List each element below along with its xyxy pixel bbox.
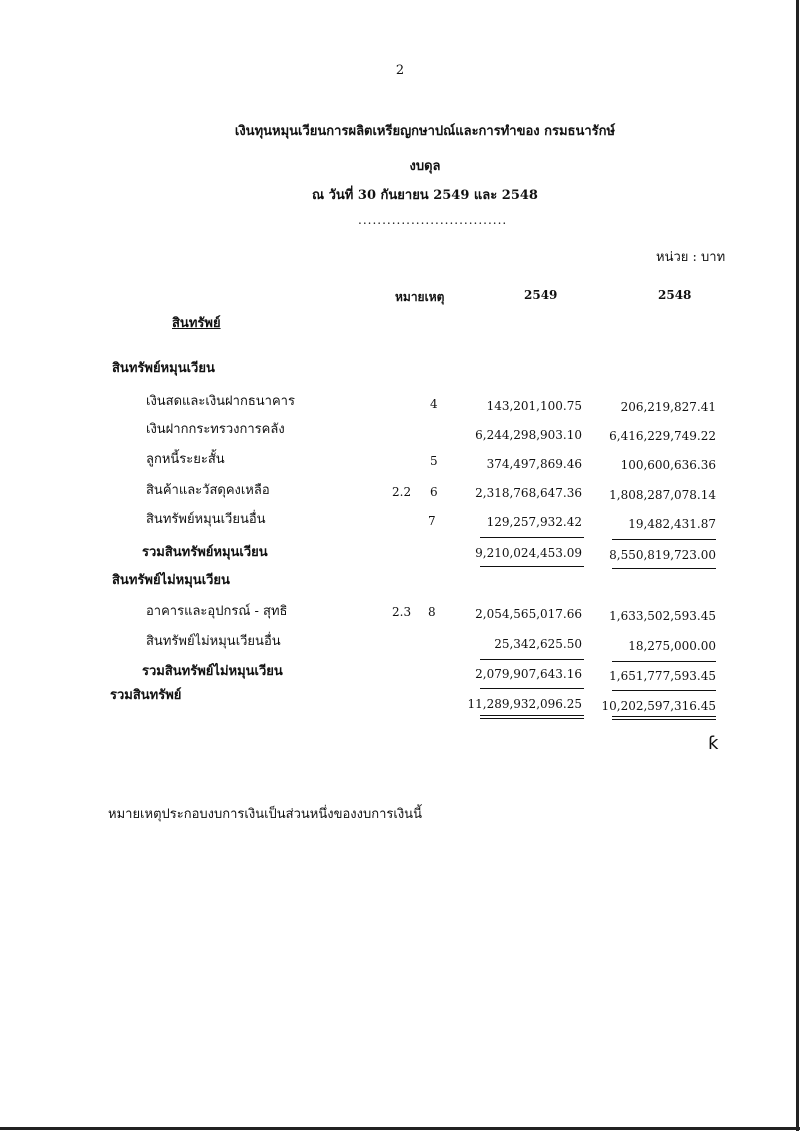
total-rule-2548 (612, 690, 716, 691)
grand-total-label: รวมสินทรัพย์ (110, 688, 182, 703)
noncurrent-assets-heading: สินทรัพย์ไม่หมุนเวียน (112, 573, 230, 588)
note-ref: 7 (428, 514, 436, 528)
row-label: สินทรัพย์หมุนเวียนอื่น (146, 512, 266, 527)
value-2549: 2,318,768,647.36 (475, 486, 582, 500)
value-2548: 1,808,287,078.14 (609, 488, 716, 502)
total-rule-2548 (612, 568, 716, 569)
double-rule-2548-bottom (612, 719, 716, 720)
note-ref: 8 (428, 605, 436, 619)
unit-label: หน่วย : บาท (656, 250, 726, 265)
total-2549: 9,210,024,453.09 (475, 546, 582, 560)
double-rule-2549-top (480, 715, 584, 716)
total-label: รวมสินทรัพย์ไม่หมุนเวียน (142, 664, 283, 679)
row-label: สินทรัพย์ไม่หมุนเวียนอื่น (146, 634, 281, 649)
value-2549: 374,497,869.46 (486, 457, 582, 471)
value-2549: 143,201,100.75 (486, 399, 582, 413)
row-label: เงินฝากกระทรวงการคลัง (146, 422, 285, 437)
row-label: ลูกหนี้ระยะสั้น (146, 452, 225, 467)
value-2549: 25,342,625.50 (494, 637, 582, 651)
subtotal-rule-2548 (612, 539, 716, 540)
policy-ref: 2.3 (392, 605, 412, 619)
total-2548: 8,550,819,723.00 (609, 548, 716, 562)
row-label: เงินสดและเงินฝากธนาคาร (146, 394, 295, 409)
statement-date: ณ วันที่ 30 กันยายน 2549 และ 2548 (312, 188, 538, 203)
page-edge-right (796, 0, 799, 1131)
total-label: รวมสินทรัพย์หมุนเวียน (142, 545, 268, 560)
value-2549: 2,054,565,017.66 (475, 607, 582, 621)
subtotal-rule-2549 (480, 537, 584, 538)
column-header-2548: 2548 (658, 288, 692, 302)
column-header-2549: 2549 (524, 288, 558, 302)
value-2548: 100,600,636.36 (620, 458, 716, 472)
row-label: สินค้าและวัสดุคงเหลือ (146, 483, 270, 498)
total-rule-2549 (480, 566, 584, 567)
statement-name: งบดุล (409, 159, 441, 174)
value-2549: 6,244,298,903.10 (475, 428, 582, 442)
total-2549: 2,079,907,643.16 (475, 667, 582, 681)
value-2549: 129,257,932.42 (486, 515, 582, 529)
dotted-separator: ............................... (358, 213, 508, 227)
initials-signature: ƙ (708, 733, 719, 754)
value-2548: 6,416,229,749.22 (609, 429, 716, 443)
total-rule-2549 (480, 688, 584, 689)
value-2548: 18,275,000.00 (628, 639, 716, 653)
double-rule-2548-top (612, 716, 716, 717)
row-label: อาคารและอุปกรณ์ - สุทธิ (146, 604, 288, 619)
current-assets-heading: สินทรัพย์หมุนเวียน (112, 361, 215, 376)
grand-total-2549: 11,289,932,096.25 (467, 697, 582, 711)
subtotal-rule-2549 (480, 659, 584, 660)
value-2548: 19,482,431.87 (628, 517, 716, 531)
footnote: หมายเหตุประกอบงบการเงินเป็นส่วนหนึ่งของงบการเงินนี้ (108, 807, 422, 822)
subtotal-rule-2548 (612, 661, 716, 662)
total-2548: 1,651,777,593.45 (609, 669, 716, 683)
note-ref: 6 (430, 485, 438, 499)
grand-total-2548: 10,202,597,316.45 (601, 699, 716, 713)
value-2548: 1,633,502,593.45 (609, 609, 716, 623)
note-ref: 5 (430, 454, 438, 468)
page-number: 2 (395, 63, 405, 78)
page-edge-bottom (0, 1127, 800, 1130)
column-header-note: หมายเหตุ (395, 290, 445, 304)
double-rule-2549-bottom (480, 718, 584, 719)
report-title: เงินทุนหมุนเวียนการผลิตเหรียญกษาปณ์และการทำของ กรมธนารักษ์ (234, 124, 616, 139)
policy-ref: 2.2 (392, 485, 412, 499)
note-ref: 4 (430, 397, 438, 411)
value-2548: 206,219,827.41 (620, 400, 716, 414)
section-title-assets: สินทรัพย์ (172, 316, 221, 331)
